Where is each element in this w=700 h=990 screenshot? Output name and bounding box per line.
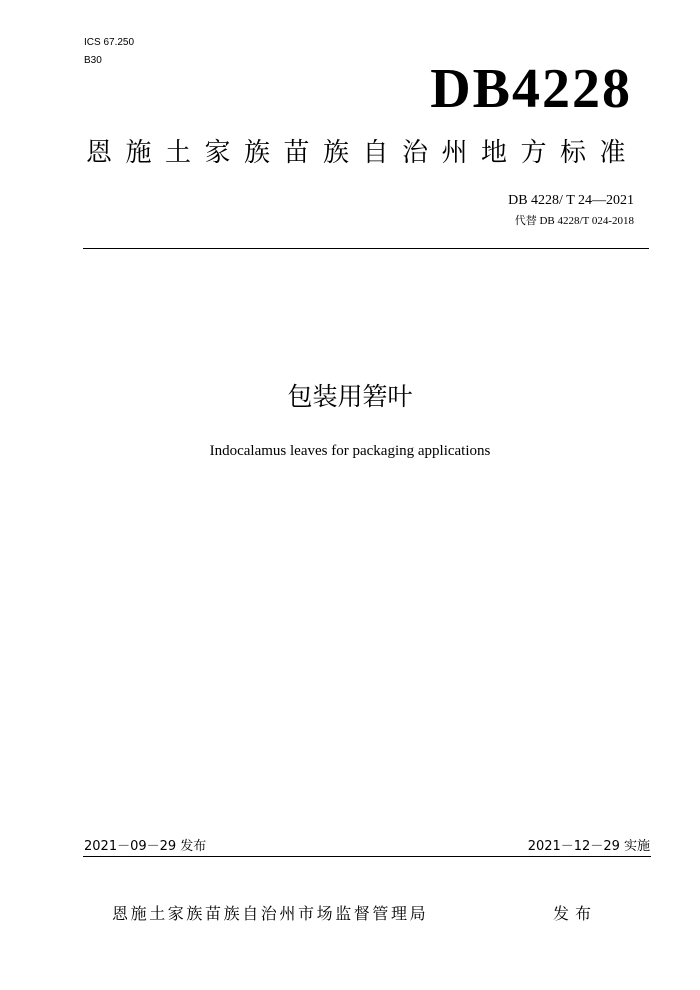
standard-number: DB 4228/ T 24—2021 [508, 193, 634, 208]
header-divider [83, 248, 649, 249]
ccs-code: B30 [84, 55, 102, 66]
replaces-standard: 代替 DB 4228/T 024-2018 [514, 215, 634, 227]
issue-date: 2021－09－29 发布 [84, 839, 207, 854]
issuing-authority: 恩施土家族苗族自治州市场监督管理局 [112, 904, 429, 923]
issue-label: 发布 [553, 904, 598, 923]
document-title-cn: 包装用箬叶 [287, 382, 413, 411]
standard-code: DB4228 [430, 58, 632, 120]
ics-code: ICS 67.250 [84, 37, 135, 48]
document-title-en: Indocalamus leaves for packaging applications [209, 443, 491, 459]
standard-category-name: 恩施土家族苗族自治州地方标准 [86, 138, 640, 168]
implementation-date: 2021－12－29 实施 [527, 839, 650, 854]
footer-divider [83, 856, 651, 857]
